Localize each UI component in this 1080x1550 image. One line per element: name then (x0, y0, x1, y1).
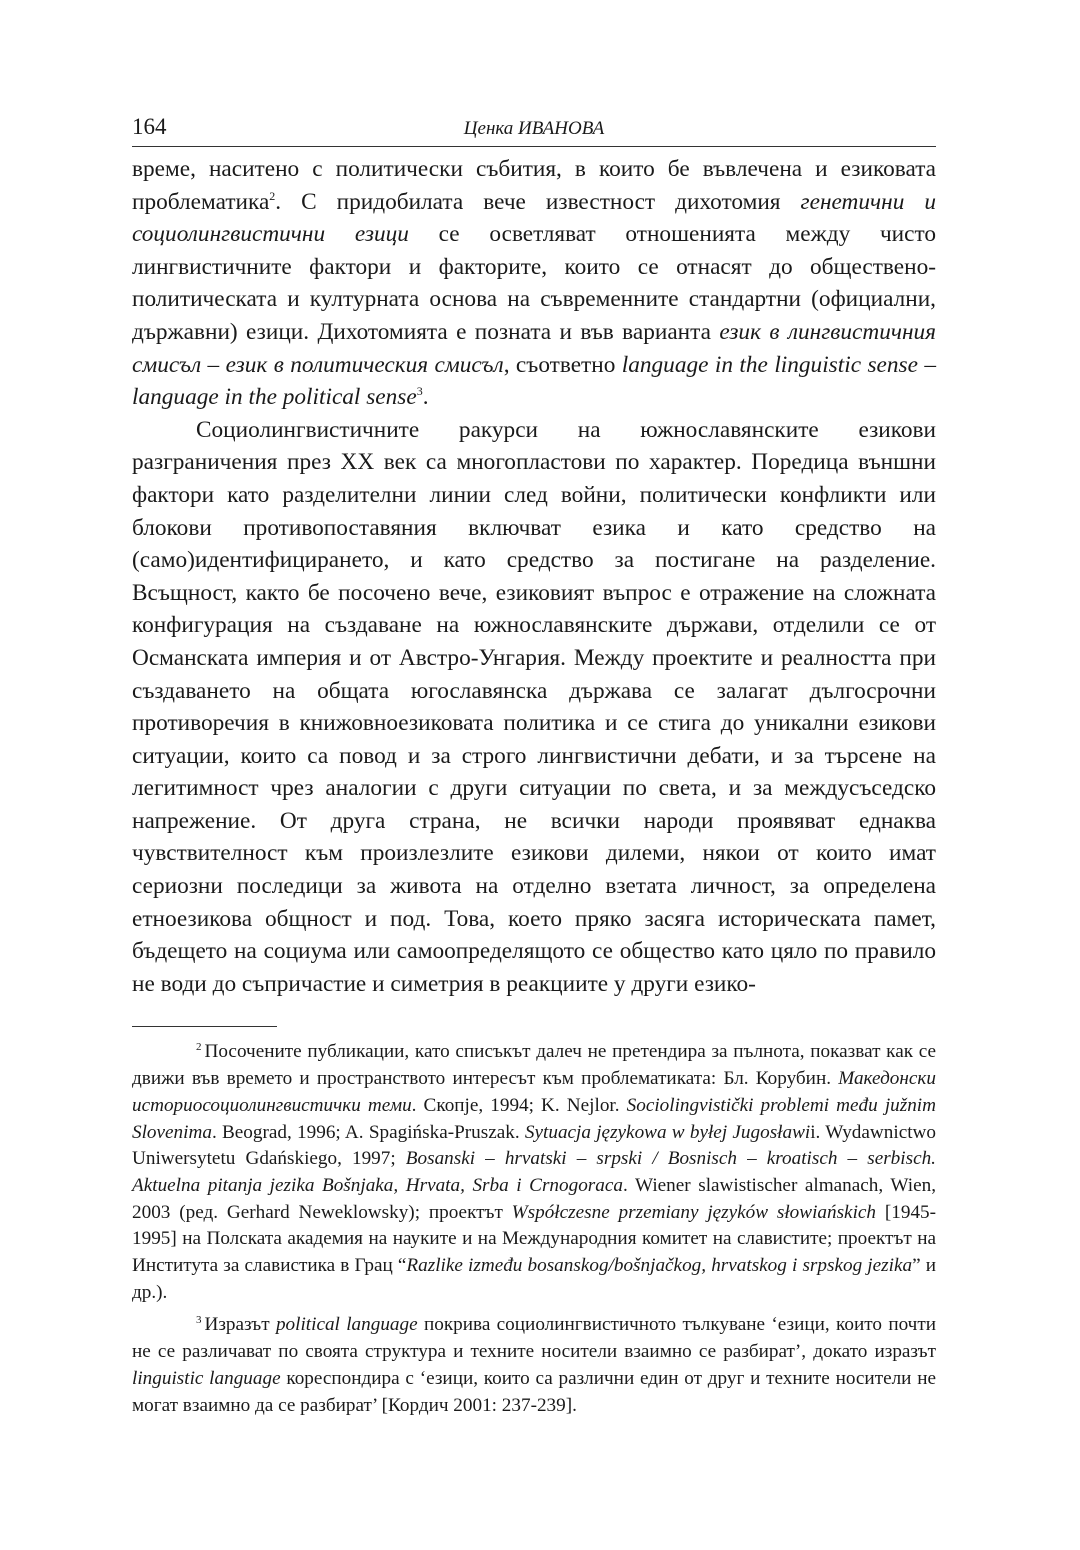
text-span: . Скопје, 1994; K. Nejlor. (411, 1094, 627, 1116)
italic-title: Sociolingvistički problemi među južnim Slovenima (132, 1094, 936, 1143)
text-span: . Beograd, 1996; A. Spagińska-Pruszak. (211, 1121, 525, 1143)
footnote-ref-3: 3 (416, 384, 423, 399)
footnote-2 (132, 1039, 936, 1306)
paragraph-1 (132, 153, 936, 414)
italic-title: Razlike između bosanskog/bošnjačkog, hrvatskog i srpskog jezika (406, 1255, 913, 1277)
text-span: [1945-1995] на Полската академия на науките и на Международния комитет на славистите; проектът на Института за славистика в Грац “ (132, 1201, 937, 1277)
italic-title: Bosanski – hrvatski – srpski / Bosnisch – kroatisch – serbisch. Aktuelna pitanja jezika Bošnjaka, Hrvata, Srba i Crnogoraca (132, 1148, 936, 1196)
text-span: . Wiener slawistischer almanach, Wien, 2003 (ред. Gerhard Neweklowsky); проектът (132, 1174, 936, 1223)
italic-term: генетични и социолингвистични езици (132, 188, 936, 248)
footnotes (132, 1039, 936, 1419)
italic-term: language in the linguistic sense – language in the political sense (132, 351, 936, 411)
book-page (132, 112, 936, 1425)
text-span: кореспондира с ‘езици, които са различни един от друг и техните носители не могат взаимно да се разбират’ [Кордич 2001: 237-239]. (132, 1367, 936, 1416)
italic-term: political language (275, 1314, 418, 1336)
text-span: . С придобилата вече известност дихотомия (275, 188, 801, 215)
italic-term: linguistic language (132, 1367, 281, 1389)
footnote-ref-2: 2 (269, 188, 276, 203)
text-span: , съответно (503, 351, 622, 378)
running-head: Ценка ИВАНОВА (463, 118, 605, 139)
footnote-marker: 2 (196, 1041, 202, 1054)
text-span: ” и др.). (132, 1255, 936, 1303)
text-span: . (422, 384, 429, 411)
text-span: Посочените публикации, като списъкът далеч не претендира за пълнота, показват как се движи във времето и пространството интересът към проблематиката: Бл. Корубин. (132, 1041, 936, 1090)
text-span: Изразът (204, 1314, 276, 1336)
italic-title: Sytuacja językowa w byłej Jugosławi (524, 1121, 811, 1143)
page-header (132, 112, 936, 147)
italic-title: Współczesne przemiany języków słowiańskich (511, 1201, 877, 1223)
footnote-separator (132, 1026, 277, 1027)
footnote-3 (132, 1312, 936, 1419)
text-span: i. Wydawnictwo Uniwersytetu Gdańskiego, 1997; (132, 1121, 936, 1170)
text-span: се осветляват отношенията между чисто лингвистичните фактори и факторите, които се отнасят до обществено-политическата и културната основа на съвременните стандартни (официални, държавни) езици. Дихотомията е позната и във варианта (132, 221, 937, 345)
footnote-marker: 3 (196, 1314, 202, 1327)
italic-title: Македонски историосоциолингвистички теми (132, 1068, 936, 1116)
page-number: 164 (132, 114, 167, 139)
main-text (132, 153, 936, 1000)
italic-term: език в лингвистичния смисъл – език в политическия смисъл (132, 318, 937, 378)
paragraph-2: Социолингвистичните ракурси на южнославянските езикови разграничения през ХХ век са многопластови по характер. Поредица външни фактори като разделителни линии след войни, политически конфликти или блокови противопоставяния включват езика и като средство на (само)идентифицирането, и като средство за постигане на разделение. Всъщност, както бе посочено вече, езиковият въпрос е отражение на сложната конфигурация на създаване на южнославянските държави, отделили се от Османската империя и от Австро-Унгария. Между проектите и реалността при създаването на общата югославянска държава се залагат дългосрочни противоречия в книжовноезиковата политика и се стига до уникални езикови ситуации, които са повод и за строго лингвистични дебати, и за търсене на легитимност чрез аналогии с други ситуации по света, и за междусъседско напрежение. От друга страна, не всички народи проявяват еднаква чувствителност към произлезлите езикови дилеми, някои от които имат сериозни последици за живота на отделно взетата личност, за определена етноезикова общност и под. Това, което пряко засяга историческата памет, бъдещето на социума или самоопределящото се общество като цяло по правило не води до съпричастие и симетрия в реакциите у други езико- (132, 416, 936, 997)
text-span: покрива социолингвистичното тълкуване ‘езици, които почти не се различават по своята структура и техните носители взаимно се разбират’, докато изразът (132, 1314, 936, 1363)
text-span: време, наситено с политически събития, в които бе въвлечена и езиковата проблематика (132, 156, 936, 215)
